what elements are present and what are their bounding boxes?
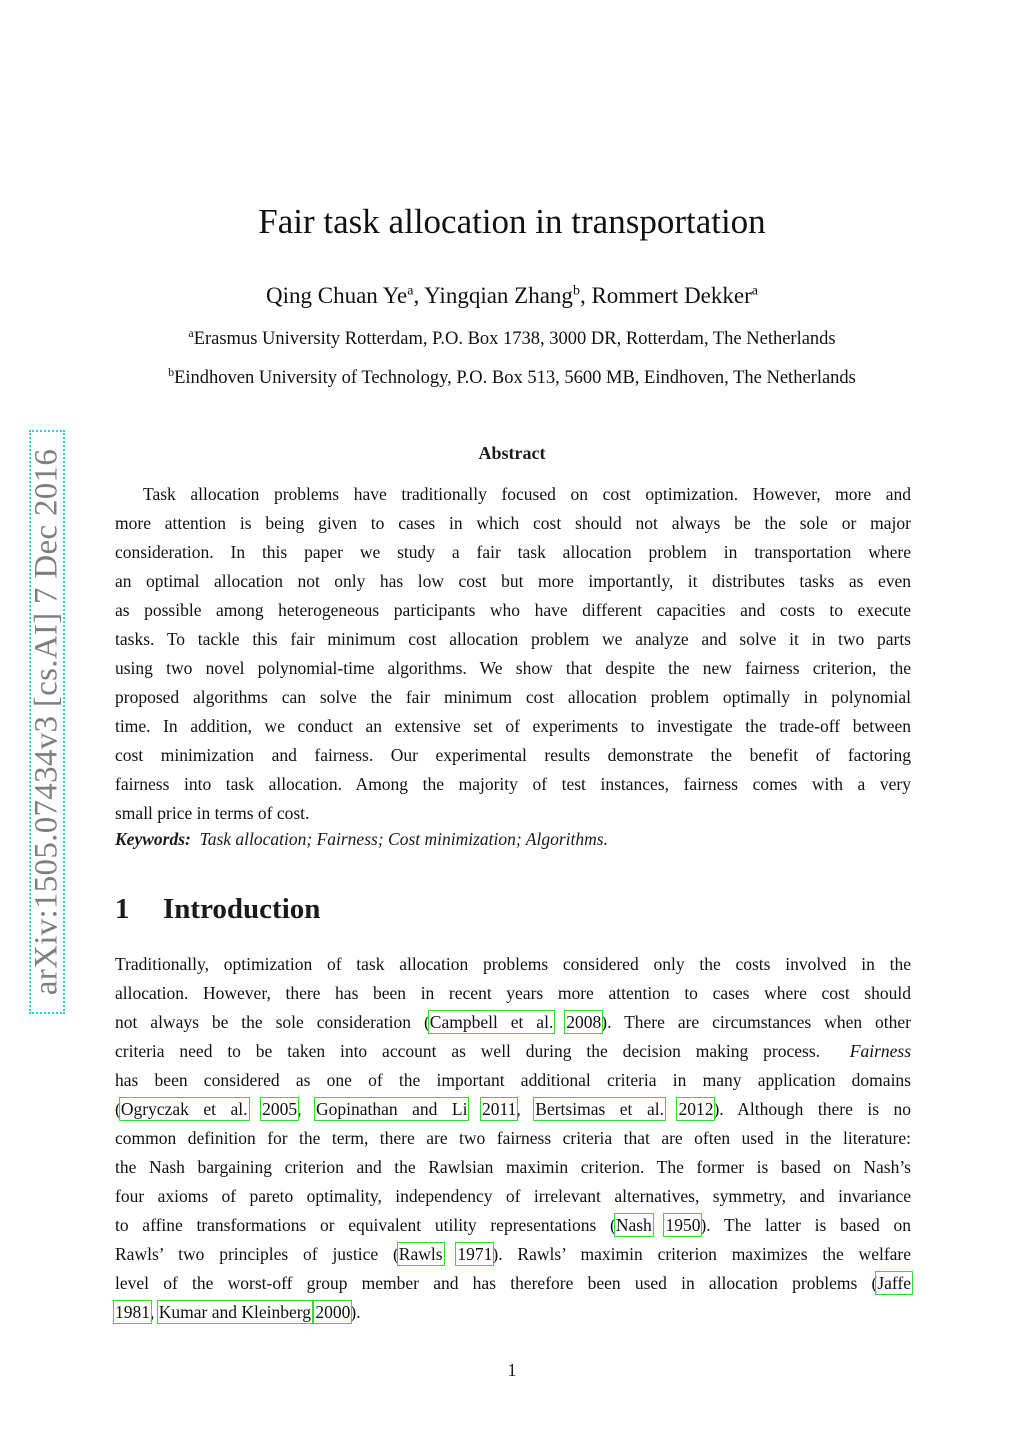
citation-link[interactable]: Gopinathan and Li [315, 1099, 468, 1119]
intro-text: to affine transformations or equivalent utility representations ( [115, 1215, 616, 1235]
intro-line [115, 1037, 911, 1066]
intro-text: ( [115, 1099, 121, 1119]
abstract-line: small price in terms of cost. [115, 803, 310, 823]
section-heading [115, 893, 320, 926]
affiliation-text: Eindhoven University of Technology, P.O. Box 513, 5600 MB, Eindhoven, The Netherlands [174, 368, 856, 389]
citation-link[interactable]: Rawls [398, 1244, 443, 1264]
citation-link[interactable]: 1981 [115, 1302, 150, 1322]
abstract-line: time. In addition, we conduct an extensive set of experiments to investigate the trade-off between [115, 716, 911, 736]
intro-text: ). Although there is no [713, 1099, 912, 1119]
author-name: Qing Chuan Ye [266, 283, 408, 308]
author-affil-mark: b [572, 283, 580, 299]
intro-line: the Nash bargaining criterion and the Rawlsian maximin criterion. The former is based on Nash’s [115, 1157, 911, 1177]
citation-link[interactable]: Bertsimas et al. [535, 1099, 664, 1119]
intro-line: allocation. However, there has been in recent years more attention to cases where cost should [115, 983, 911, 1003]
page-number: 1 [507, 1360, 517, 1380]
intro-text: , [516, 1099, 536, 1119]
citation-link[interactable]: Nash [615, 1215, 652, 1235]
author-affil-mark: a [751, 283, 758, 299]
abstract-body [115, 480, 911, 828]
abstract-line: cost minimization and fairness. Our experimental results demonstrate the benefit of factoring [115, 745, 911, 765]
affiliation-b [0, 365, 1024, 389]
citation-link[interactable]: 2008 [566, 1012, 602, 1032]
affiliation-text: Erasmus University Rotterdam, P.O. Box 1738, 3000 DR, Rotterdam, The Netherlands [193, 329, 836, 350]
intro-line [115, 1240, 911, 1269]
intro-text: ). The latter is based on [700, 1215, 911, 1235]
author-list: Qing Chuan Ye$^a$, Yingqian Zhang$^b$, Rommert Dekker$^a$ [266, 283, 758, 308]
citation-link[interactable]: Jaffe [877, 1273, 911, 1293]
intro-line [115, 1008, 911, 1037]
section-number: 1 [115, 893, 130, 925]
citation-link[interactable]: 1950 [665, 1215, 701, 1235]
citation-link[interactable]: 2000 [315, 1302, 351, 1322]
intro-line: has been considered as one of the important additional criteria in many application domains [115, 1070, 911, 1090]
abstract-line: proposed algorithms can solve the fair minimum cost allocation problem optimally in polynomial [115, 687, 911, 707]
abstract-line: an optimal allocation not only has low cost but more importantly, it distributes tasks as even [115, 571, 911, 591]
intro-line [115, 1298, 911, 1327]
intro-line: Traditionally, optimization of task allocation problems considered only the costs involved in the [115, 954, 911, 974]
intro-text: , [150, 1302, 159, 1322]
affiliation-mark: a [188, 326, 194, 340]
affiliation-mark: b [168, 365, 175, 379]
paper-title: Fair task allocation in transportation [258, 202, 766, 241]
author-name: Yingqian Zhang [424, 283, 573, 308]
abstract-line: fairness into task allocation. Among the majority of test instances, fairness comes with a very [115, 774, 911, 794]
author-affil-mark: a [407, 283, 414, 299]
citation-link[interactable]: Ogryczak et al. [120, 1099, 248, 1119]
intro-line: common definition for the term, there are two fairness criteria that are often used in the literature: [115, 1128, 911, 1148]
intro-text: ). [350, 1302, 361, 1322]
affiliation-a [0, 326, 1024, 350]
keywords [115, 829, 911, 850]
intro-line [115, 1269, 911, 1298]
citation-link[interactable]: 1971 [457, 1244, 493, 1264]
abstract-line: Task allocation problems have traditionally focused on cost optimization. However, more and [143, 484, 911, 504]
citation-link[interactable]: Kumar and Kleinberg [158, 1302, 312, 1322]
intro-line: four axioms of pareto optimality, independency of irrelevant alternatives, symmetry, and invariance [115, 1186, 911, 1206]
keywords-text: Task allocation; Fairness; Cost minimization; Algorithms. [199, 829, 608, 849]
intro-text: Rawls’ two principles of justice ( [115, 1244, 399, 1264]
intro-text: , [297, 1099, 316, 1119]
abstract-line: consideration. In this paper we study a fair task allocation problem in transportation where [115, 542, 911, 562]
intro-text: ). Rawls’ maximin criterion maximizes the welfare [492, 1244, 912, 1264]
intro-text: not always be the sole consideration ( [115, 1012, 430, 1032]
abstract-line: using two novel polynomial-time algorithms. We show that despite the new fairness criterion, the [115, 658, 911, 678]
abstract-line: as possible among heterogeneous participants who have different capacities and costs to execute [115, 600, 911, 620]
citation-link[interactable]: Campbell et al. [429, 1012, 554, 1032]
intro-line [115, 1095, 911, 1124]
section-title: Introduction [163, 893, 321, 925]
abstract-line: more attention is being given to cases in which cost should not always be the sole or major [115, 513, 911, 533]
intro-italic-term: Fairness [849, 1041, 912, 1061]
citation-link[interactable]: 2012 [678, 1099, 714, 1119]
author-name: Rommert Dekker [591, 283, 752, 308]
keywords-label: Keywords: [115, 829, 191, 849]
intro-line [115, 1211, 911, 1240]
abstract-heading: Abstract [478, 443, 546, 463]
abstract-line: tasks. To tackle this fair minimum cost allocation problem we analyze and solve it in two parts [115, 629, 911, 649]
arxiv-identifier[interactable]: arXiv:1505.07434v3 [cs.AI] 7 Dec 2016 [28, 448, 65, 996]
intro-text: criteria need to be taken into account as well during the decision making process. [115, 1041, 821, 1061]
citation-link[interactable]: 2011 [482, 1099, 517, 1119]
introduction-body [115, 950, 911, 1327]
intro-text: ). There are circumstances when other [601, 1012, 911, 1032]
intro-text: level of the worst-off group member and has therefore been used in allocation problems ( [115, 1273, 878, 1293]
citation-link[interactable]: 2005 [262, 1099, 298, 1119]
